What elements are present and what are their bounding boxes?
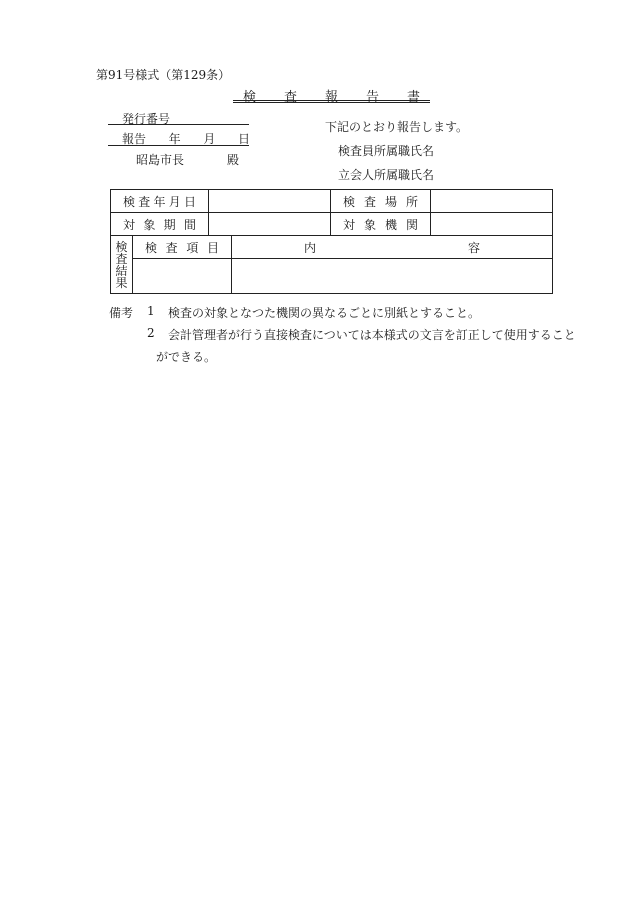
table-row: [111, 259, 553, 294]
contents-value[interactable]: [232, 259, 553, 294]
inspection-result-label: 検 査 結 果: [111, 236, 133, 294]
year-label: 年: [168, 132, 181, 146]
contents-header: 内 容: [232, 236, 553, 259]
witness-name-label: 立会人所属職氏名: [338, 168, 435, 182]
note-number: 2: [147, 326, 155, 340]
table-row: [111, 190, 553, 213]
honorific: 殿: [226, 153, 239, 167]
notes-heading: 備考: [109, 306, 134, 320]
table-row: [111, 213, 553, 236]
title-char: 告: [365, 90, 379, 105]
issue-number-label: 発行番号: [122, 112, 171, 126]
inspection-items-value[interactable]: [133, 259, 232, 294]
note-number: 1: [147, 304, 155, 318]
intro-text: 下記のとおり報告します。: [325, 120, 469, 134]
title-char: 報: [324, 90, 338, 105]
target-period-value[interactable]: [209, 213, 331, 236]
title-char: 検: [243, 90, 257, 105]
report-word: 報告: [122, 132, 147, 146]
inspection-place-value[interactable]: [431, 190, 553, 213]
note-text-continuation: ができる。: [156, 350, 217, 364]
title-char: 査: [283, 90, 297, 105]
inspection-place-label: 検 査 場 所: [331, 190, 431, 213]
note-text: 会計管理者が行う直接検査については本様式の文言を訂正して使用すること: [168, 328, 576, 342]
table-row: [111, 236, 553, 259]
form-number-label: 第91号様式（第129条）: [96, 68, 231, 82]
target-period-label: 対 象 期 間: [111, 213, 209, 236]
addressee-name: 昭島市長: [136, 153, 185, 167]
inspection-date-label: 検 査 年 月 日: [111, 190, 209, 213]
target-agency-label: 対 象 機 関: [331, 213, 431, 236]
month-label: 月: [203, 132, 216, 146]
title-double-underline: [233, 100, 430, 103]
note-text: 検査の対象となつた機関の異なるごとに別紙とすること。: [168, 306, 481, 320]
day-label: 日: [237, 132, 250, 146]
issue-number-underline: [108, 124, 249, 125]
inspection-table: [110, 189, 553, 294]
inspection-date-value[interactable]: [209, 190, 331, 213]
title-char: 書: [406, 90, 420, 105]
target-agency-value[interactable]: [431, 213, 553, 236]
report-date-underline: [108, 145, 249, 146]
inspector-name-label: 検査員所属職氏名: [338, 144, 435, 158]
inspection-items-header: 検 査 項 目: [133, 236, 232, 259]
addressee-line: [136, 151, 239, 168]
